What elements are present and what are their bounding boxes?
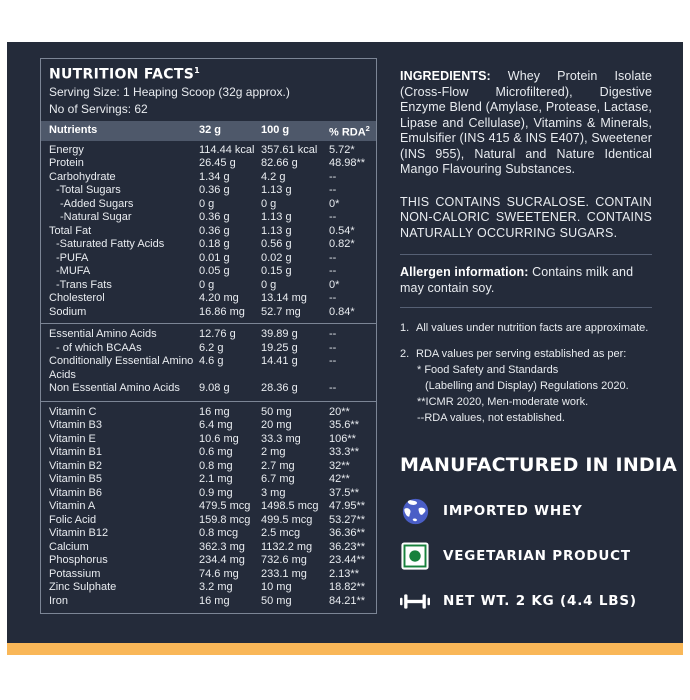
nutrient-name: Energy	[49, 143, 84, 156]
value-rda: 106**	[329, 432, 356, 445]
footnote-subline: **ICMR 2020, Men-moderate work.	[417, 396, 589, 408]
footnote-number: 2.	[400, 348, 410, 360]
value-32g: 1.34 g	[199, 170, 230, 183]
table-row	[41, 225, 376, 239]
nutrient-name: Cholesterol	[49, 292, 105, 305]
nutrient-name: -Trans Fats	[56, 278, 112, 291]
table-row	[41, 306, 376, 320]
footnote-1	[400, 321, 652, 336]
table-row	[41, 238, 376, 252]
value-100g: 0.56 g	[261, 238, 292, 251]
table-row	[41, 446, 376, 460]
allergen-text: Contains milk and may contain soy.	[400, 265, 634, 295]
table-row	[41, 279, 376, 293]
manufactured-in-india-heading: MANUFACTURED IN INDIA	[400, 454, 678, 476]
value-32g: 0 g	[199, 278, 215, 291]
table-row	[41, 328, 376, 342]
value-32g: 0.18 g	[199, 238, 230, 251]
nutrient-name: -PUFA	[56, 251, 89, 264]
value-rda: 35.6**	[329, 419, 359, 432]
nutrient-name: Vitamin B6	[49, 486, 102, 499]
servings-count: No of Servings: 62	[49, 101, 148, 116]
value-100g: 1498.5 mcg	[261, 500, 319, 513]
nutrient-name: - of which BCAAs	[56, 341, 142, 354]
nutrient-name: Folic Acid	[49, 513, 97, 526]
nutrient-name: Carbohydrate	[49, 170, 116, 183]
value-32g: 0.01 g	[199, 251, 230, 264]
table-row	[41, 541, 376, 555]
value-32g: 4.20 mg	[199, 292, 239, 305]
table-row	[41, 473, 376, 487]
nutrient-name: Conditionally Essential Amino Acids	[49, 355, 194, 381]
divider	[400, 254, 652, 255]
value-100g: 233.1 mg	[261, 567, 307, 580]
column-header-rda: % RDA$^2$	[329, 123, 370, 139]
column-header-32g: 32 g	[199, 123, 222, 136]
value-rda: --	[329, 170, 337, 183]
footnote-2-details	[417, 362, 652, 426]
value-100g: 6.7 mg	[261, 473, 295, 486]
label-panel	[7, 42, 683, 643]
value-rda: --	[329, 328, 337, 341]
value-rda: 0.54*	[329, 224, 355, 237]
footnotes	[400, 321, 652, 426]
value-rda: 20**	[329, 405, 350, 418]
value-32g: 16 mg	[199, 405, 230, 418]
badge-label: IMPORTED WHEY	[443, 503, 583, 519]
value-rda: 0*	[329, 197, 340, 210]
ingredients-label: INGREDIENTS:	[400, 69, 491, 83]
table-section-3	[41, 401, 376, 614]
table-row	[41, 527, 376, 541]
value-32g: 0.36 g	[199, 184, 230, 197]
value-rda: 84.21**	[329, 594, 366, 607]
table-section-1	[41, 141, 376, 324]
footnote-subline: * Food Safety and Standards	[417, 364, 559, 376]
ingredients-text: Whey Protein Isolate (Cross-Flow Microfiltered), Digestive Enzyme Blend (Amylase, Protease, Lactase, Lipase and Cellulase), Vitamins & Minerals, Emulsifier (INS 415 & INS E407), Sweetener (INS 955), Natural and Nature Identical Mango Flavouring Substances.	[400, 69, 652, 176]
value-100g: 499.5 mcg	[261, 513, 313, 526]
value-32g: 0.05 g	[199, 265, 230, 278]
value-100g: 39.89 g	[261, 328, 298, 341]
value-100g: 2 mg	[261, 446, 286, 459]
value-rda: 23.44**	[329, 554, 366, 567]
table-row	[41, 433, 376, 447]
value-32g: 0.6 mg	[199, 446, 233, 459]
column-header-nutrients: Nutrients	[49, 123, 98, 136]
value-32g: 4.6 g	[199, 355, 224, 368]
value-100g: 13.14 mg	[261, 292, 307, 305]
footnote-text: RDA values per serving established as per:	[416, 348, 627, 360]
table-row	[41, 211, 376, 225]
nutrient-name: -MUFA	[56, 265, 91, 278]
value-32g: 6.4 mg	[199, 419, 233, 432]
badge-net-weight	[400, 586, 652, 616]
value-100g: 0 g	[261, 197, 277, 210]
nutrient-name: Iron	[49, 594, 68, 607]
value-32g: 74.6 mg	[199, 567, 239, 580]
value-32g: 234.4 mg	[199, 554, 245, 567]
value-100g: 1.13 g	[261, 211, 292, 224]
table-section-2	[41, 323, 376, 401]
sweetener-notice: THIS CONTAINS SUCRALOSE. CONTAIN NON-CALORIC SWEETENER. CONTAINS NATURALLY OCCURRING SUGARS.	[400, 194, 652, 240]
table-row	[41, 406, 376, 420]
value-32g: 12.76 g	[199, 328, 236, 341]
value-rda: --	[329, 211, 337, 224]
nutrient-name: Vitamin A	[49, 500, 96, 513]
value-32g: 0.8 mcg	[199, 527, 239, 540]
nutrient-name: Protein	[49, 157, 84, 170]
table-row	[41, 568, 376, 582]
nutrient-name: Essential Amino Acids	[49, 328, 157, 341]
value-32g: 0.8 mg	[199, 459, 233, 472]
value-32g: 0.9 mg	[199, 486, 233, 499]
table-row	[41, 342, 376, 356]
footnote-2	[400, 347, 652, 362]
nutrition-facts-title-text: NUTRITION FACTS	[49, 66, 195, 83]
table-row	[41, 292, 376, 306]
divider	[400, 307, 652, 308]
value-100g: 2.7 mg	[261, 459, 295, 472]
nutrient-name: Non Essential Amino Acids	[49, 382, 180, 395]
table-row	[41, 500, 376, 514]
table-row	[41, 595, 376, 609]
badge-list	[400, 496, 652, 616]
value-rda: --	[329, 382, 337, 395]
value-rda: 0*	[329, 278, 340, 291]
table-body	[41, 141, 376, 614]
table-row	[41, 382, 376, 396]
value-100g: 50 mg	[261, 405, 292, 418]
nutrient-name: Vitamin B5	[49, 473, 102, 486]
value-rda: 36.23**	[329, 540, 366, 553]
table-row	[41, 514, 376, 528]
nutrient-name: Vitamin E	[49, 432, 96, 445]
table-row	[41, 419, 376, 433]
nutrition-facts-table	[40, 58, 377, 614]
value-100g: 1.13 g	[261, 184, 292, 197]
value-32g: 10.6 mg	[199, 432, 239, 445]
veg-mark-icon	[400, 542, 430, 570]
value-rda: --	[329, 251, 337, 264]
nutrient-name: Sodium	[49, 305, 87, 318]
nutrient-name: -Saturated Fatty Acids	[56, 238, 165, 251]
accent-bar	[7, 643, 683, 655]
badge-label: VEGETARIAN PRODUCT	[443, 548, 631, 564]
badge-imported-whey	[400, 496, 652, 526]
value-rda: 42**	[329, 473, 350, 486]
value-rda: 0.82*	[329, 238, 355, 251]
value-32g: 6.2 g	[199, 341, 224, 354]
value-100g: 50 mg	[261, 594, 292, 607]
value-rda: --	[329, 184, 337, 197]
value-32g: 0.36 g	[199, 211, 230, 224]
value-rda: --	[329, 292, 337, 305]
value-100g: 0.02 g	[261, 251, 292, 264]
value-100g: 4.2 g	[261, 170, 286, 183]
value-rda: 53.27**	[329, 513, 366, 526]
nutrient-name: -Added Sugars	[60, 197, 134, 210]
footnote-text: All values under nutrition facts are approximate.	[416, 322, 649, 334]
value-100g: 1132.2 mg	[261, 540, 313, 553]
table-row	[41, 252, 376, 266]
value-100g: 0 g	[261, 278, 277, 291]
value-rda: 18.82**	[329, 581, 366, 594]
allergen-label: Allergen information:	[400, 265, 529, 279]
value-rda: 47.95**	[329, 500, 366, 513]
value-rda: 32**	[329, 459, 350, 472]
table-row	[41, 171, 376, 185]
value-rda: --	[329, 355, 337, 368]
value-rda: 0.84*	[329, 305, 355, 318]
table-row	[41, 355, 376, 382]
badge-vegetarian-product	[400, 541, 652, 571]
footnote-number: 1.	[400, 322, 410, 334]
table-row	[41, 144, 376, 158]
dumbbell-icon	[400, 592, 430, 611]
nutrition-facts-title	[49, 66, 368, 83]
title-footnote-marker: 1	[194, 66, 200, 75]
value-100g: 82.66 g	[261, 157, 298, 170]
value-rda: 48.98**	[329, 157, 366, 170]
value-32g: 26.45 g	[199, 157, 236, 170]
value-32g: 159.8 mcg	[199, 513, 251, 526]
value-32g: 114.44 kcal	[199, 143, 255, 156]
nutrient-name: Vitamin B3	[49, 419, 102, 432]
value-100g: 20 mg	[261, 419, 292, 432]
ingredients-paragraph	[400, 69, 652, 178]
nutrient-name: Vitamin B12	[49, 527, 109, 540]
value-32g: 362.3 mg	[199, 540, 245, 553]
value-rda: 33.3**	[329, 446, 359, 459]
nutrient-name: Phosphorus	[49, 554, 108, 567]
value-100g: 28.36 g	[261, 382, 298, 395]
nutrient-name: -Total Sugars	[56, 184, 121, 197]
value-32g: 9.08 g	[199, 382, 230, 395]
value-32g: 2.1 mg	[199, 473, 233, 486]
nutrient-name: Zinc Sulphate	[49, 581, 117, 594]
nutrient-name: -Natural Sugar	[60, 211, 132, 224]
value-32g: 0.36 g	[199, 224, 230, 237]
value-100g: 33.3 mg	[261, 432, 301, 445]
value-100g: 14.41 g	[261, 355, 298, 368]
value-100g: 732.6 mg	[261, 554, 307, 567]
table-row	[41, 554, 376, 568]
value-32g: 479.5 mcg	[199, 500, 251, 513]
table-row	[41, 198, 376, 212]
allergen-paragraph	[400, 265, 652, 296]
nutrient-name: Vitamin C	[49, 405, 97, 418]
value-32g: 16.86 mg	[199, 305, 245, 318]
value-32g: 0 g	[199, 197, 215, 210]
value-rda: 36.36**	[329, 527, 366, 540]
value-100g: 2.5 mcg	[261, 527, 301, 540]
column-header-100g: 100 g	[261, 123, 290, 136]
value-rda: --	[329, 265, 337, 278]
serving-size: Serving Size: 1 Heaping Scoop (32g approx.)	[49, 84, 290, 99]
badge-label: NET WT. 2 KG (4.4 LBS)	[443, 593, 637, 609]
value-100g: 357.61 kcal	[261, 143, 318, 156]
value-100g: 3 mg	[261, 486, 286, 499]
value-100g: 0.15 g	[261, 265, 292, 278]
table-row	[41, 265, 376, 279]
nutrient-name: Potassium	[49, 567, 101, 580]
value-32g: 16 mg	[199, 594, 230, 607]
table-row	[41, 460, 376, 474]
nutrient-name: Vitamin B2	[49, 459, 102, 472]
globe-icon	[400, 498, 430, 525]
footnote-subline: --RDA values, not established.	[417, 412, 565, 424]
table-column-header-row	[41, 121, 376, 141]
nutrient-name: Vitamin B1	[49, 446, 102, 459]
table-row	[41, 184, 376, 198]
value-rda: 2.13**	[329, 567, 359, 580]
value-rda: --	[329, 341, 337, 354]
value-100g: 19.25 g	[261, 341, 298, 354]
value-100g: 52.7 mg	[261, 305, 301, 318]
table-row	[41, 157, 376, 171]
nutrient-name: Calcium	[49, 540, 89, 553]
value-100g: 1.13 g	[261, 224, 292, 237]
nutrient-name: Total Fat	[49, 224, 92, 237]
value-rda: 5.72*	[329, 143, 355, 156]
table-row	[41, 487, 376, 501]
table-row	[41, 581, 376, 595]
nutrition-facts-header	[41, 59, 376, 121]
value-32g: 3.2 mg	[199, 581, 233, 594]
info-column	[400, 42, 678, 631]
value-100g: 10 mg	[261, 581, 292, 594]
value-rda: 37.5**	[329, 486, 359, 499]
footnote-subline: (Labelling and Display) Regulations 2020.	[425, 380, 629, 392]
